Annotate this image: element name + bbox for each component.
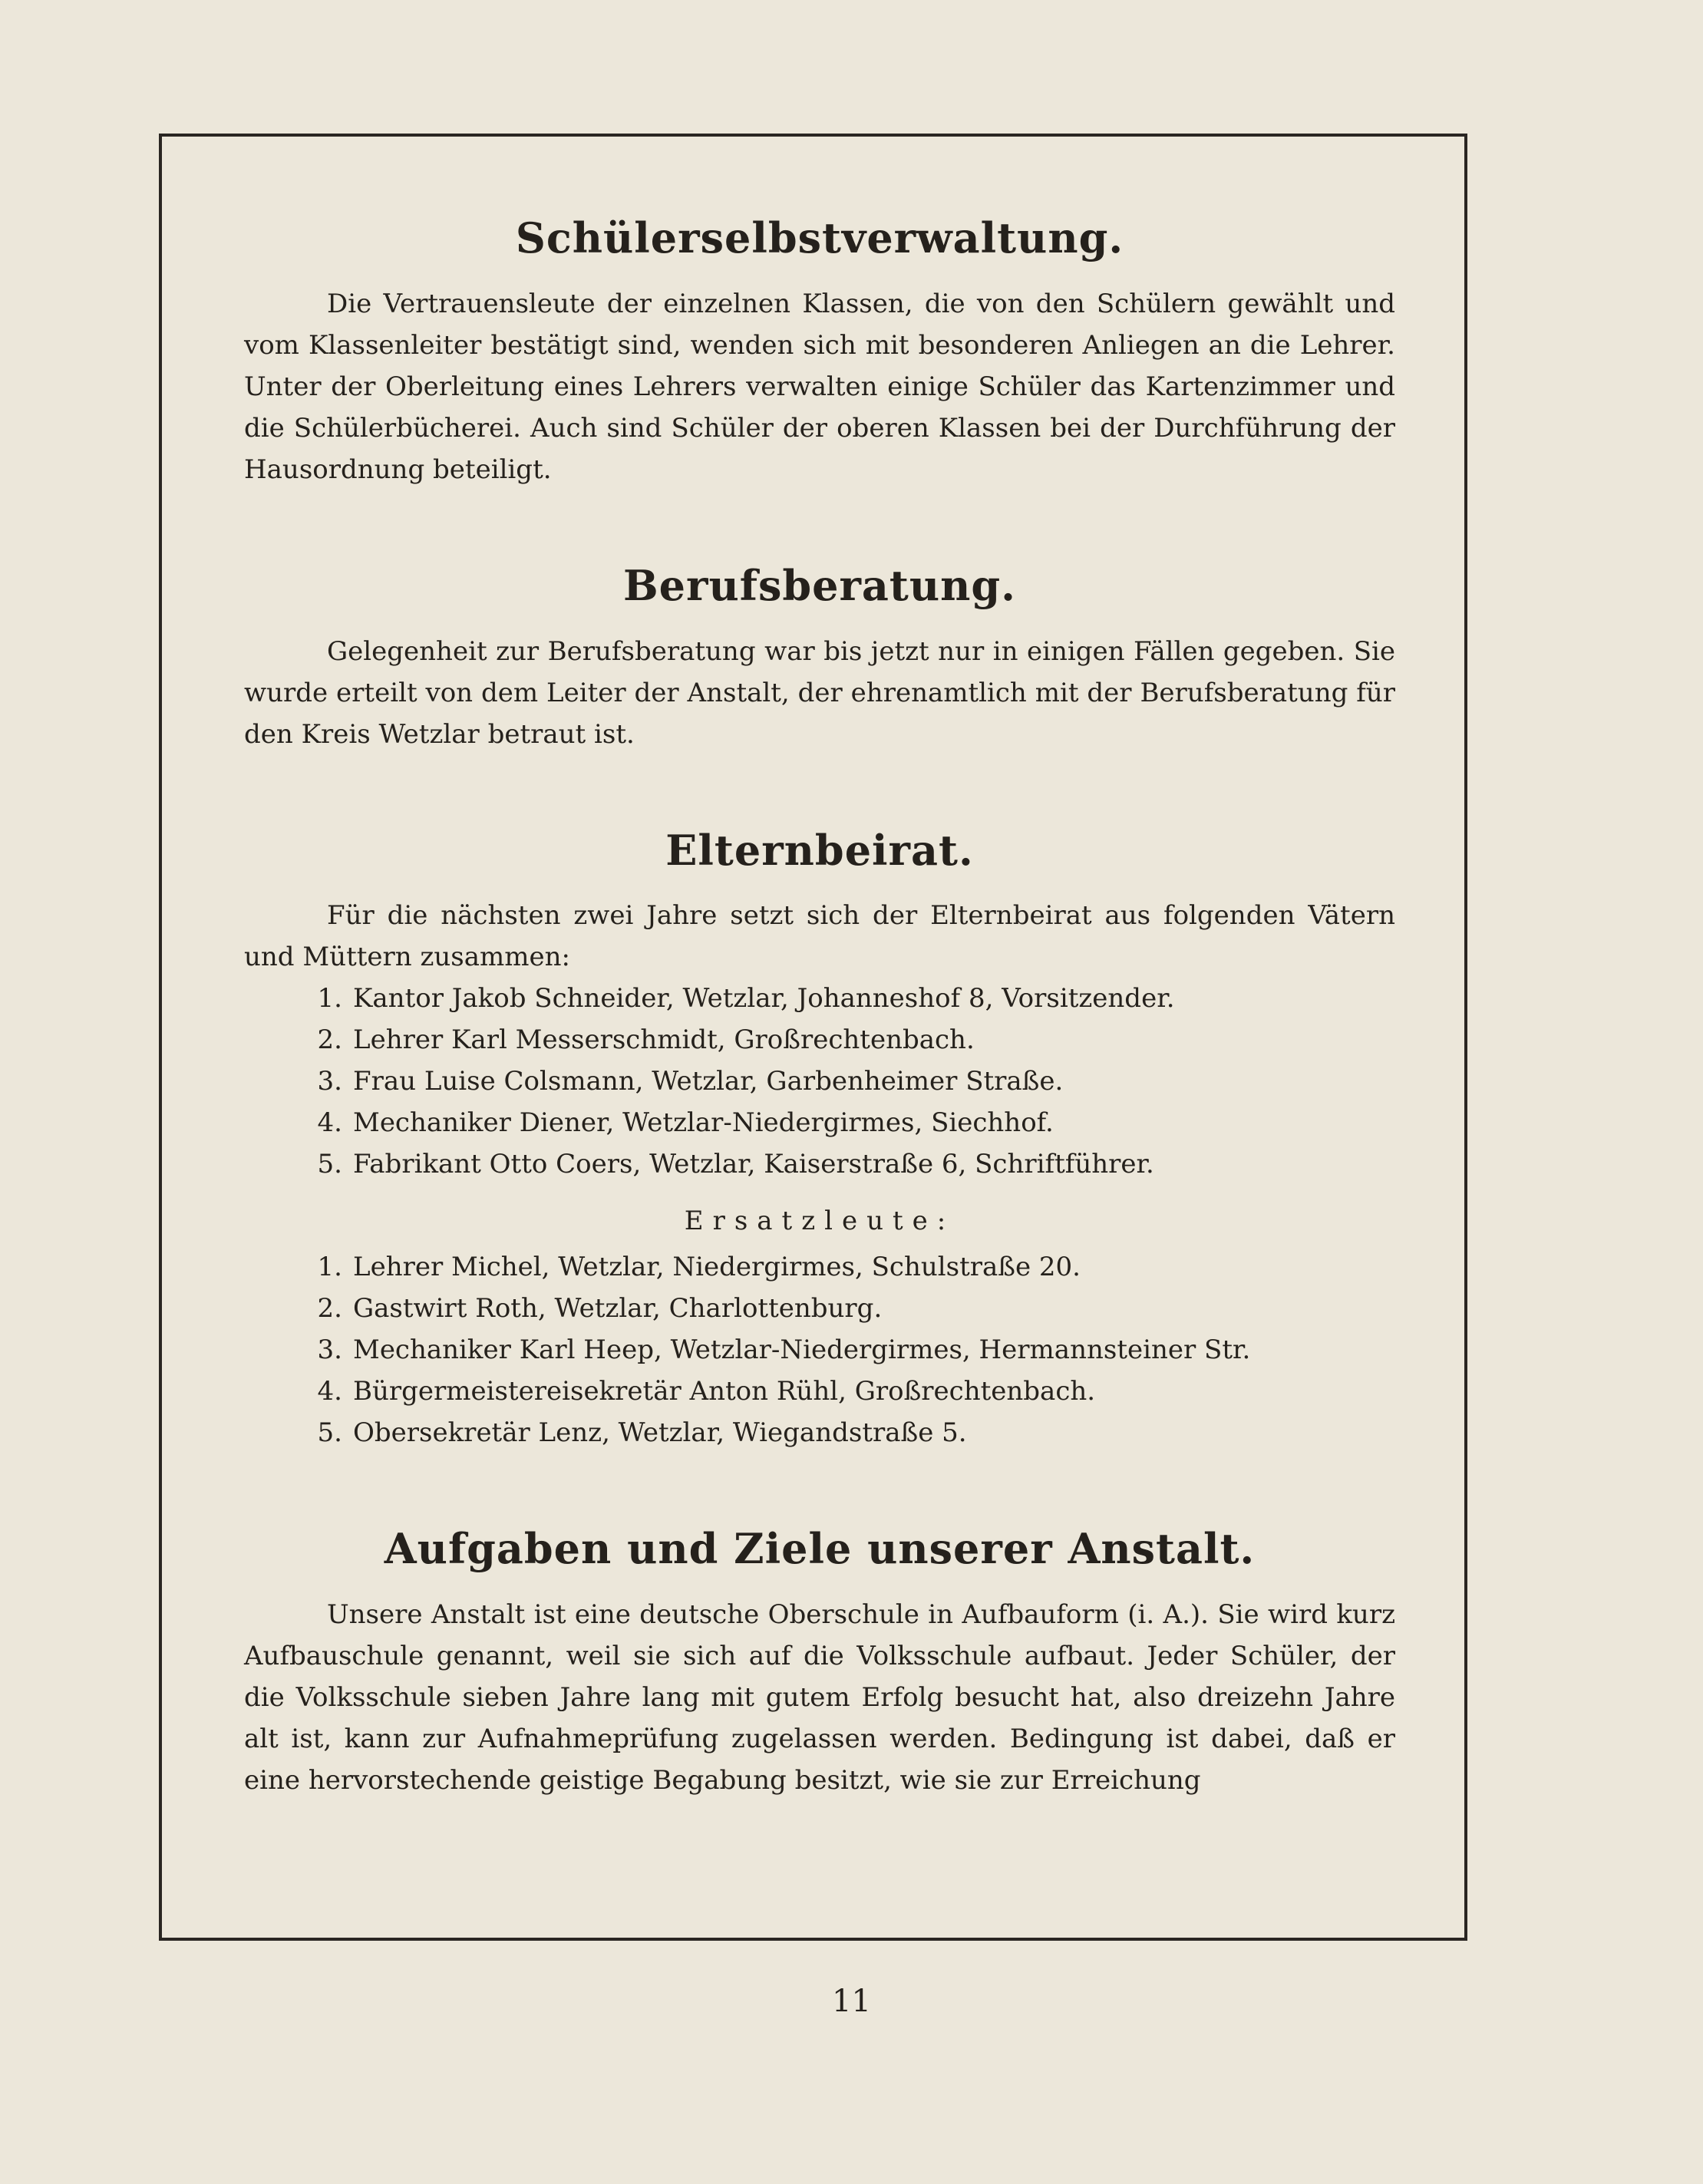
list-item: 4. Bürgermeistereisekretär Anton Rühl, Großrechtenbach. bbox=[317, 1376, 1096, 1407]
list-item: 1. Lehrer Michel, Wetzlar, Niedergirmes, Schulstraße 20. bbox=[317, 1252, 1081, 1283]
list-item: 5. Fabrikant Otto Coers, Wetzlar, Kaiserstraße 6, Schriftführer. bbox=[317, 1149, 1154, 1180]
elternbeirat-member-list bbox=[244, 978, 1395, 1185]
page-content bbox=[244, 213, 1395, 1801]
section-title-schuelerselbstverwaltung: Schülerselbstverwaltung. bbox=[515, 213, 1124, 262]
elternbeirat-substitute-list bbox=[244, 1246, 1395, 1453]
section-paragraph-elternbeirat: Für die nächsten zwei Jahre setzt sich der Elternbeirat aus folgenden Vätern und Müttern zusammen: bbox=[244, 900, 1395, 973]
list-item: 2. Gastwirt Roth, Wetzlar, Charlottenburg. bbox=[317, 1293, 883, 1325]
list-item: 3. Frau Luise Colsmann, Wetzlar, Garbenheimer Straße. bbox=[317, 1066, 1064, 1097]
list-item: 2. Lehrer Karl Messerschmidt, Großrechtenbach. bbox=[317, 1024, 975, 1056]
section-paragraph-aufgaben-und-ziele: Unsere Anstalt ist eine deutsche Oberschule in Aufbauform (i. A.). Sie wird kurz Aufbauschule genannt, weil sie sich auf die Volksschule aufbaut. Jeder Schüler, der die Volksschule sieben Jahre lang mit gutem Erfolg besucht hat, also dreizehn Jahre alt ist, kann zur Aufnahmeprüfung zugelassen werden. Bedingung ist dabei, daß er eine hervorstechende geistige Begabung besitzt, wie sie zur Erreichung bbox=[244, 1599, 1395, 1796]
page-number: 11 bbox=[832, 1984, 871, 2019]
page-frame bbox=[159, 134, 1467, 1941]
list-item: 3. Mechaniker Karl Heep, Wetzlar-Niedergirmes, Hermannsteiner Str. bbox=[317, 1334, 1251, 1366]
substitutes-heading: Ersatzleute: bbox=[684, 1206, 955, 1237]
section-paragraph-berufsberatung: Gelegenheit zur Berufsberatung war bis jetzt nur in einigen Fällen gegeben. Sie wurde erteilt von dem Leiter der Anstalt, der ehrenamtlich mit der Berufsberatung für den Kreis Wetzlar betraut ist. bbox=[244, 635, 1395, 750]
list-item: 5. Obersekretär Lenz, Wetzlar, Wiegandstraße 5. bbox=[317, 1417, 967, 1449]
list-item: 4. Mechaniker Diener, Wetzlar-Niedergirmes, Siechhof. bbox=[317, 1107, 1054, 1139]
section-title-elternbeirat: Elternbeirat. bbox=[665, 825, 974, 875]
section-paragraph-schuelerselbstverwaltung: Die Vertrauensleute der einzelnen Klassen, die von den Schülern gewählt und vom Klassenleiter bestätigt sind, wenden sich mit besonderen Anliegen an die Lehrer. Unter der Oberleitung eines Lehrers verwalten einige Schüler das Kartenzimmer und die Schülerbücherei. Auch sind Schüler der oberen Klassen bei der Durchführung der Hausordnung beteiligt. bbox=[244, 288, 1395, 485]
section-title-berufsberatung: Berufsberatung. bbox=[623, 560, 1016, 610]
list-item: 1. Kantor Jakob Schneider, Wetzlar, Johanneshof 8, Vorsitzender. bbox=[317, 983, 1175, 1014]
section-title-aufgaben-und-ziele: Aufgaben und Ziele unserer Anstalt. bbox=[384, 1524, 1256, 1574]
